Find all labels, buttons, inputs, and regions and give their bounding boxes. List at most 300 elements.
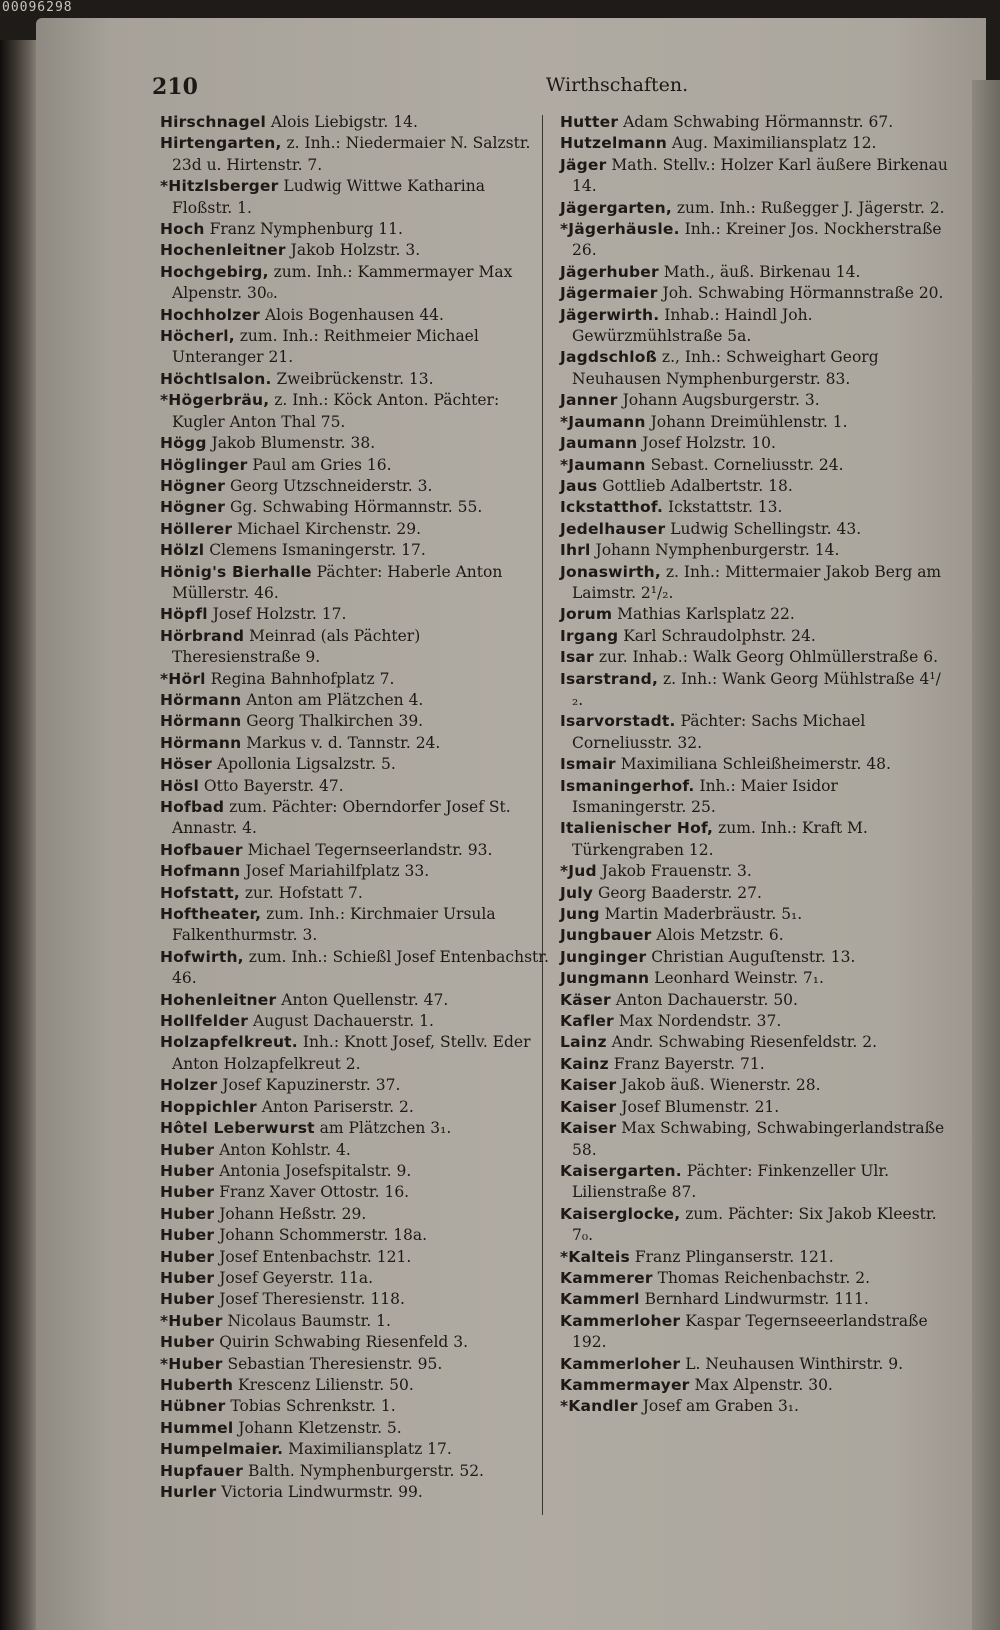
entry-details: Apollonia Ligsalzstr. 5. [212, 755, 396, 774]
directory-entry [560, 1118, 950, 1161]
entry-details: Christian Auguſtenstr. 13. [646, 947, 856, 966]
entry-name: Kammermayer [560, 1375, 690, 1394]
entry-details: Krescenz Lilienstr. 50. [233, 1375, 414, 1394]
directory-entry [160, 1032, 550, 1075]
entry-details: Zweibrückenstr. 13. [271, 369, 434, 388]
entry-details: Sebastian Theresienstr. 95. [222, 1354, 443, 1373]
entry-name: Kammerer [560, 1268, 653, 1287]
entry-details: Martin Maderbräustr. 5₁. [599, 905, 803, 924]
entry-details: Johann Schommerstr. 18a. [214, 1226, 428, 1245]
entry-name: Ihrl [560, 541, 591, 560]
entry-name: Kaiser [560, 1076, 617, 1095]
entry-name: Höpfl [160, 605, 208, 624]
entry-details: Tobias Schrenkstr. 1. [225, 1397, 396, 1416]
directory-entry [560, 305, 950, 348]
entry-name: Jungmann [560, 969, 650, 988]
entry-details: zum. Pächter: Six Jakob Kleestr. 7₀. [572, 1204, 937, 1245]
entry-details: Pächter: Haberle Anton Müllerstr. 46. [172, 562, 503, 602]
entry-details: Victoria Lindwurmstr. 99. [216, 1483, 423, 1501]
directory-entry [560, 390, 950, 411]
directory-entry [160, 904, 550, 947]
directory-entry [560, 647, 950, 668]
entry-details: Ludwig Wittwe Katharina Floßstr. 1. [172, 177, 485, 217]
entry-details: Alois Bogenhausen 44. [260, 305, 444, 324]
directory-entry [560, 776, 950, 819]
entry-details: Karl Schraudolphstr. 24. [618, 626, 816, 645]
entry-name: Huberth [160, 1375, 234, 1394]
entry-details: zum. Inh.: Kirchmaier Ursula Falkenthurmstr. 3. [172, 905, 496, 945]
entry-name: Jaumann [560, 434, 638, 453]
entry-details: z. Inh.: Köck Anton. Pächter: Kugler Anton Thal 75. [172, 391, 500, 431]
entry-details: Math. Stellv.: Holzer Karl äußere Birkenau 14. [572, 155, 948, 196]
directory-entry [560, 283, 950, 304]
entry-name: Jaus [560, 476, 598, 495]
directory-entry [160, 1289, 550, 1310]
entry-name: Kammerloher [560, 1311, 681, 1330]
book-edge [0, 40, 38, 1630]
entry-details: Franz Plinganserstr. 121. [629, 1247, 834, 1266]
entry-details: Franz Nymphenburg 11. [204, 220, 403, 239]
entry-details: Markus v. d. Tannstr. 24. [241, 733, 441, 752]
entry-details: zum. Inh.: Reithmeier Michael Unteranger 21. [172, 327, 479, 367]
entry-name: Hurler [160, 1483, 217, 1501]
directory-entry [160, 840, 550, 861]
entry-name: Hönig's Bierhalle [160, 562, 312, 581]
directory-entry [560, 818, 950, 861]
entry-name: Hutter [560, 113, 619, 131]
directory-entry [560, 883, 950, 904]
entry-details: Johann Heßstr. 29. [214, 1204, 367, 1223]
entry-details: Maximiliansplatz 17. [283, 1440, 452, 1459]
entry-name: *Kandler [560, 1397, 638, 1416]
entry-details: Balth. Nymphenburgerstr. 52. [243, 1461, 484, 1480]
entry-details: Thomas Reichenbachstr. 2. [652, 1268, 871, 1287]
entry-details: Ickstattstr. 13. [663, 498, 783, 517]
entry-details: Johann Nymphenburgerstr. 14. [590, 541, 840, 560]
directory-entry [560, 1268, 950, 1289]
entry-details: zum. Inh.: Kraft M. Türkengraben 12. [572, 819, 868, 859]
directory-entry [160, 1118, 550, 1139]
entry-details: zur. Inhab.: Walk Georg Ohlmüllerstraße 6. [593, 648, 939, 667]
directory-entry [160, 1097, 550, 1118]
entry-name: Kaisergarten. [560, 1161, 682, 1180]
directory-entry [160, 883, 550, 904]
entry-name: Hollfelder [160, 1012, 249, 1031]
directory-entry [560, 1161, 950, 1204]
scan-id: 00096298 [2, 0, 73, 15]
entry-details: Jakob Holzstr. 3. [285, 241, 421, 260]
entry-name: *Hitzlsberger [160, 177, 279, 196]
entry-name: Holzapfelkreut. [160, 1033, 298, 1052]
entry-name: Jägergarten, [560, 198, 672, 217]
entry-details: am Plätzchen 3₁. [314, 1119, 452, 1138]
entry-details: Inh.: Kreiner Jos. Nockherstraße 26. [572, 220, 942, 260]
entry-name: Hofbauer [160, 840, 243, 859]
entry-details: zur. Hofstatt 7. [239, 883, 363, 902]
entry-details: Kaspar Tegernseeerlandstraße 192. [572, 1311, 928, 1352]
entry-details: Jakob Frauenstr. 3. [596, 862, 752, 881]
entry-name: Höllerer [160, 519, 233, 538]
entry-name: Hoppichler [160, 1097, 257, 1116]
directory-entry [160, 947, 550, 990]
entry-details: Anton Pariserstr. 2. [256, 1097, 414, 1116]
entry-name: Jägerwirth. [560, 305, 660, 324]
directory-entry [160, 433, 550, 454]
directory-entry [560, 968, 950, 989]
entry-details: Anton Quellenstr. 47. [276, 990, 449, 1009]
entry-details: Math., äuß. Birkenau 14. [658, 262, 861, 281]
entry-name: Huber [160, 1333, 215, 1352]
directory-entry [160, 455, 550, 476]
directory-entry [560, 1247, 950, 1268]
entry-name: Hupfauer [160, 1461, 244, 1480]
directory-entry [160, 1247, 550, 1268]
directory-entry [560, 1204, 950, 1247]
entry-details: Leonhard Weinstr. 7₁. [649, 969, 824, 988]
directory-entry [160, 240, 550, 261]
directory-entry [560, 925, 950, 946]
entry-name: Jagdschloß [560, 348, 657, 367]
entry-details: Quirin Schwabing Riesenfeld 3. [214, 1333, 469, 1352]
entry-name: Jung [560, 905, 600, 924]
entry-details: Josef Mariahilfplatz 33. [240, 862, 430, 881]
entry-details: Antonia Josefspitalstr. 9. [214, 1161, 412, 1180]
entry-name: Kaiser [560, 1119, 617, 1138]
directory-entry [560, 133, 950, 154]
entry-name: Hohenleitner [160, 990, 277, 1009]
entry-name: Ismaningerhof. [560, 776, 695, 795]
directory-entry [560, 1354, 950, 1375]
directory-entry [560, 1097, 950, 1118]
entry-details: Johann Augsburgerstr. 3. [617, 391, 820, 410]
directory-entry [560, 711, 950, 754]
directory-entry [160, 776, 550, 797]
directory-entry [560, 1396, 950, 1417]
entry-name: Hirtengarten, [160, 134, 282, 153]
entry-details: Mathias Karlsplatz 22. [612, 605, 795, 624]
entry-details: Franz Xaver Ottostr. 16. [214, 1183, 410, 1202]
entry-name: Högner [160, 498, 226, 517]
entry-details: zum. Pächter: Oberndorfer Josef St. Annastr. 4. [172, 798, 511, 838]
entry-name: Hochholzer [160, 305, 261, 324]
directory-entry [160, 690, 550, 711]
entry-name: *Huber [160, 1311, 223, 1330]
directory-entry [560, 519, 950, 540]
entry-details: Regina Bahnhofplatz 7. [205, 669, 395, 688]
entry-name: Jägerhuber [560, 262, 659, 281]
directory-entry [160, 1204, 550, 1225]
entry-name: Hörbrand [160, 626, 245, 645]
entry-name: Ismair [560, 755, 616, 774]
directory-entry [160, 476, 550, 497]
directory-entry [160, 497, 550, 518]
entry-name: *Jaumann [560, 455, 646, 474]
entry-details: Johann Dreimühlenstr. 1. [645, 412, 848, 431]
entry-name: Höglinger [160, 455, 248, 474]
entry-name: Lainz [560, 1033, 607, 1052]
directory-entry [160, 1268, 550, 1289]
directory-entry [160, 1011, 550, 1032]
directory-entry [560, 497, 950, 518]
directory-entry [560, 1075, 950, 1096]
entry-details: Josef Holzstr. 10. [637, 434, 776, 453]
entry-details: Georg Utzschneiderstr. 3. [225, 476, 433, 495]
entry-name: Högg [160, 434, 207, 453]
entry-details: zum. Inh.: Rußegger J. Jägerstr. 2. [671, 198, 945, 217]
directory-entry [560, 1054, 950, 1075]
directory-entry [160, 1140, 550, 1161]
entry-name: Huber [160, 1161, 215, 1180]
entry-name: Hübner [160, 1397, 226, 1416]
directory-entry [560, 433, 950, 454]
directory-entry [160, 1482, 550, 1503]
entry-name: *Jud [560, 862, 597, 881]
directory-entry [160, 176, 550, 219]
directory-entry [560, 754, 950, 775]
directory-entry [560, 562, 950, 605]
entry-name: *Kalteis [560, 1247, 630, 1266]
entry-details: Georg Baaderstr. 27. [593, 883, 762, 902]
entry-details: Jakob Blumenstr. 38. [206, 434, 376, 453]
entry-name: Isarvorstadt. [560, 712, 676, 731]
entry-details: Max Schwabing, Schwabingerlandstraße 58. [572, 1119, 945, 1159]
directory-entry [560, 947, 950, 968]
entry-name: Hirschnagel [160, 113, 266, 131]
directory-entry [160, 540, 550, 561]
entry-details: Alois Liebigstr. 14. [266, 113, 418, 131]
entry-name: Jäger [560, 155, 607, 174]
entry-name: Hösl [160, 776, 199, 795]
entry-details: Gg. Schwabing Hörmannstr. 55. [225, 498, 483, 517]
entry-details: Anton Kohlstr. 4. [214, 1140, 351, 1159]
entry-details: Max Alpenstr. 30. [689, 1375, 833, 1394]
directory-entry [160, 1418, 550, 1439]
directory-entry [160, 390, 550, 433]
entry-name: Huber [160, 1204, 215, 1223]
entry-name: Käser [560, 990, 611, 1009]
entry-details: Adam Schwabing Hörmannstr. 67. [618, 113, 894, 131]
entry-details: Andr. Schwabing Riesenfeldstr. 2. [606, 1033, 878, 1052]
entry-name: Hölzl [160, 541, 205, 560]
entry-name: Kaiserglocke, [560, 1204, 681, 1223]
entry-details: Josef Theresienstr. 118. [214, 1290, 405, 1309]
entry-name: Jedelhauser [560, 519, 666, 538]
directory-entry [560, 347, 950, 390]
entry-name: Humpelmaier. [160, 1440, 284, 1459]
entry-details: Alois Metzstr. 6. [651, 926, 784, 945]
entry-details: Josef Entenbachstr. 121. [214, 1247, 412, 1266]
entry-name: Högner [160, 476, 226, 495]
entry-name: *Huber [160, 1354, 223, 1373]
entry-name: Jonaswirth, [560, 562, 661, 581]
entry-details: Josef am Graben 3₁. [637, 1397, 799, 1416]
directory-entry [160, 1075, 550, 1096]
entry-name: Huber [160, 1247, 215, 1266]
entry-name: Höcherl, [160, 327, 235, 346]
directory-entry [560, 112, 950, 133]
directory-entry [160, 626, 550, 669]
entry-name: Jungbauer [560, 926, 652, 945]
entry-details: zum. Inh.: Kammermayer Max Alpenstr. 30₀. [172, 262, 513, 303]
entry-details: Inh.: Knott Josef, Stellv. Eder Anton Holzapfelkreut 2. [172, 1033, 531, 1073]
entry-details: Jakob äuß. Wienerstr. 28. [616, 1076, 821, 1095]
directory-entry [560, 626, 950, 647]
page-number: 210 [152, 74, 198, 100]
entry-name: Janner [560, 391, 618, 410]
entry-details: Joh. Schwabing Hörmannstraße 20. [657, 284, 944, 303]
entry-details: Georg Thalkirchen 39. [241, 712, 424, 731]
entry-details: Otto Bayerstr. 47. [198, 776, 344, 795]
entry-details: Franz Bayerstr. 71. [608, 1054, 765, 1073]
directory-entry [160, 754, 550, 775]
directory-entry [160, 1311, 550, 1332]
entry-name: Hummel [160, 1418, 234, 1437]
entry-details: Michael Kirchenstr. 29. [232, 519, 422, 538]
entry-details: Josef Blumenstr. 21. [616, 1097, 780, 1116]
directory-entry [160, 711, 550, 732]
directory-entry [560, 1311, 950, 1354]
entry-name: Jägermaier [560, 284, 658, 303]
running-head: Wirthschaften. [545, 74, 689, 96]
entry-details: Josef Holzstr. 17. [207, 605, 347, 624]
entry-name: Isarstrand, [560, 669, 659, 688]
entry-name: Hôtel Leberwurst [160, 1119, 315, 1138]
directory-entry [160, 305, 550, 326]
entry-name: Holzer [160, 1076, 218, 1095]
entry-name: Kainz [560, 1054, 609, 1073]
entry-details: Anton am Plätzchen 4. [241, 690, 424, 709]
directory-entry [160, 326, 550, 369]
directory-entry [560, 1375, 950, 1396]
entry-details: Josef Geyerstr. 11a. [214, 1268, 374, 1287]
directory-entry [160, 1182, 550, 1203]
entry-name: Hörmann [160, 690, 242, 709]
directory-entry [160, 369, 550, 390]
directory-entry [160, 797, 550, 840]
entry-details: Maximiliana Schleißheimerstr. 48. [615, 755, 891, 774]
entry-name: Hoftheater, [160, 905, 262, 924]
entry-name: Hofmann [160, 862, 241, 881]
entry-name: Irgang [560, 626, 619, 645]
directory-entry [160, 262, 550, 305]
entry-name: Kammerloher [560, 1354, 681, 1373]
page-header [152, 74, 932, 104]
entry-details: z. Inh.: Niedermaier N. Salzstr. 23d u. Hirtenstr. 7. [172, 134, 531, 174]
directory-entry [560, 1011, 950, 1032]
entry-name: Hochenleitner [160, 241, 286, 260]
entry-name: Huber [160, 1268, 215, 1287]
directory-entry [560, 990, 950, 1011]
entry-name: Kafler [560, 1012, 614, 1031]
entry-name: Isar [560, 648, 594, 667]
left-column [160, 112, 550, 1503]
directory-entry [160, 219, 550, 240]
entry-details: z. Inh.: Mittermaier Jakob Berg am Laimstr. 2¹/₂. [572, 562, 942, 602]
directory-entry [160, 669, 550, 690]
entry-details: Ludwig Schellingstr. 43. [665, 519, 862, 538]
entry-name: *Hörl [160, 669, 206, 688]
entry-details: Gottlieb Adalbertstr. 18. [597, 476, 793, 495]
entry-name: *Jägerhäusle. [560, 220, 680, 239]
directory-entry [560, 540, 950, 561]
entry-details: Aug. Maximiliansplatz 12. [666, 134, 877, 153]
entry-name: Hörmann [160, 712, 242, 731]
directory-entry [160, 1161, 550, 1182]
entry-details: z. Inh.: Wank Georg Mühlstraße 4¹/₂. [572, 669, 941, 709]
entry-details: Nicolaus Baumstr. 1. [222, 1311, 391, 1330]
right-column [560, 112, 950, 1418]
directory-entry [560, 604, 950, 625]
entry-name: Hofstatt, [160, 883, 240, 902]
directory-entry [560, 1289, 950, 1310]
entry-details: August Dachauerstr. 1. [248, 1012, 434, 1031]
directory-entry [560, 1032, 950, 1053]
entry-name: Huber [160, 1226, 215, 1245]
entry-name: *Högerbräu, [160, 391, 270, 410]
entry-name: Hochgebirg, [160, 262, 269, 281]
entry-details: Inh.: Maier Isidor Ismaningerstr. 25. [572, 776, 838, 816]
entry-name: Höchtlsalon. [160, 369, 272, 388]
entry-name: Jorum [560, 605, 613, 624]
directory-entry [560, 198, 950, 219]
entry-name: Hofbad [160, 798, 225, 816]
directory-entry [160, 990, 550, 1011]
directory-entry [160, 1354, 550, 1375]
directory-entry [160, 1332, 550, 1353]
entry-name: Hörmann [160, 733, 242, 752]
directory-entry [560, 219, 950, 262]
entry-name: Huber [160, 1290, 215, 1309]
directory-entry [560, 476, 950, 497]
entry-details: z., Inh.: Schweighart Georg Neuhausen Nymphenburgerstr. 83. [572, 348, 879, 388]
directory-entry [560, 262, 950, 283]
directory-entry [160, 1375, 550, 1396]
directory-entry [560, 669, 950, 712]
entry-name: July [560, 883, 594, 902]
entry-name: Kaiser [560, 1097, 617, 1116]
directory-entry [160, 1396, 550, 1417]
directory-entry [160, 1439, 550, 1460]
entry-name: Hofwirth, [160, 947, 244, 966]
entry-name: Kammerl [560, 1290, 640, 1309]
entry-name: Hutzelmann [560, 134, 667, 153]
directory-entry [160, 1225, 550, 1246]
facing-page-edge [972, 80, 1000, 1630]
entry-details: Josef Kapuzinerstr. 37. [217, 1076, 401, 1095]
entry-name: *Jaumann [560, 412, 646, 431]
directory-entry [160, 112, 550, 133]
entry-details: Pächter: Finkenzeller Ulr. Lilienstraße 87. [572, 1161, 889, 1202]
entry-details: Clemens Ismaningerstr. 17. [204, 541, 426, 560]
directory-entry [160, 861, 550, 882]
directory-entry [560, 861, 950, 882]
entry-details: zum. Inh.: Schießl Josef Entenbachstr. 46. [172, 947, 549, 988]
directory-entry [160, 1461, 550, 1482]
directory-entry [160, 733, 550, 754]
entry-details: Michael Tegernseerlandstr. 93. [242, 840, 493, 859]
entry-name: Höser [160, 755, 213, 774]
directory-entry [160, 519, 550, 540]
directory-entry [160, 604, 550, 625]
directory-entry [560, 455, 950, 476]
entry-details: Pächter: Sachs Michael Corneliusstr. 32. [572, 712, 866, 752]
entry-details: Johann Kletzenstr. 5. [233, 1418, 402, 1437]
entry-details: Max Nordendstr. 37. [613, 1012, 782, 1031]
entry-details: Inhab.: Haindl Joh. Gewürzmühlstraße 5a. [572, 305, 813, 346]
entry-name: Huber [160, 1140, 215, 1159]
entry-details: Sebast. Corneliusstr. 24. [645, 455, 844, 474]
directory-entry [560, 155, 950, 198]
